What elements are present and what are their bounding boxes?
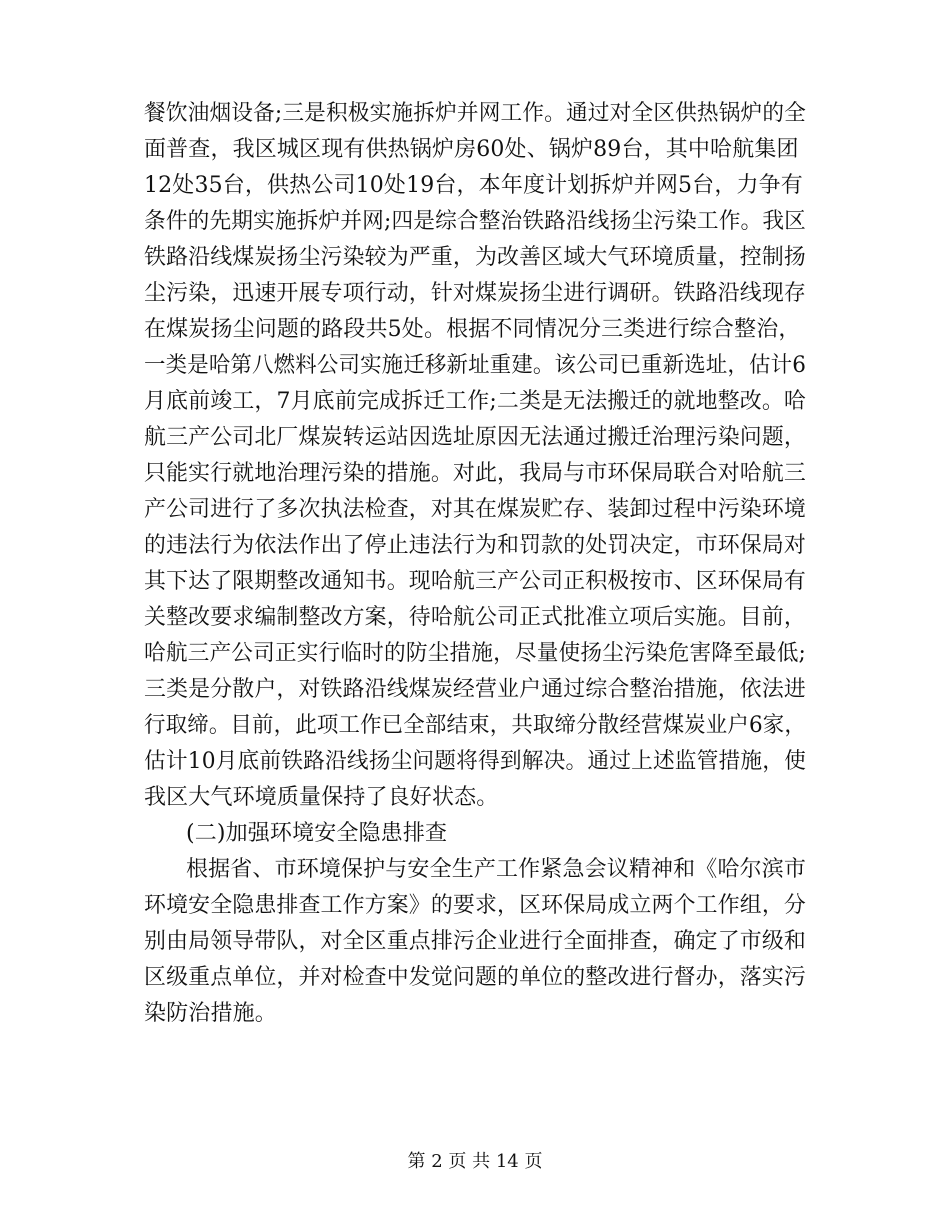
text-line: 12处35台，供热公司10处19台，本年度计划拆炉并网5台，力争有 (144, 173, 803, 198)
text-line: 关整改要求编制整改方案，待哈航公司正式批准立项后实施。目前， (144, 605, 806, 630)
text-line: 条件的先期实施拆炉并网;四是综合整治铁路沿线扬尘污染工作。我区 (144, 209, 806, 234)
text-line: 估计10月底前铁路沿线扬尘问题将得到解决。通过上述监管措施，使 (144, 749, 807, 774)
text-line: 哈航三产公司正实行临时的防尘措施，尽量使扬尘污染危害降至最低; (144, 641, 806, 666)
text-line: 只能实行就地治理污染的措施。对此，我局与市环保局联合对哈航三 (144, 461, 806, 486)
text-line: 根据省、市环境保护与安全生产工作紧急会议精神和《哈尔滨市 (186, 857, 807, 882)
text-line: 区级重点单位，并对检查中发觉问题的单位的整改进行督办，落实污 (144, 965, 806, 990)
text-line: 一类是哈第八燃料公司实施迁移新址重建。该公司已重新选址，估计6 (144, 353, 807, 378)
text-line: 别由局领导带队，对全区重点排污企业进行全面排查，确定了市级和 (144, 929, 806, 954)
text-line: 尘污染，迅速开展专项行动，针对煤炭扬尘进行调研。铁路沿线现存 (144, 281, 806, 306)
text-line: 铁路沿线煤炭扬尘污染较为严重，为改善区域大气环境质量，控制扬 (144, 245, 806, 270)
text-line: 面普查，我区城区现有供热锅炉房60处、锅炉89台，其中哈航集团 (144, 137, 799, 162)
text-line: 的违法行为依法作出了停止违法行为和罚款的处罚决定，市环保局对 (144, 533, 806, 558)
text-line: 行取缔。目前，此项工作已全部结束，共取缔分散经营煤炭业户6家， (144, 713, 807, 738)
text-line: 在煤炭扬尘问题的路段共5处。根据不同情况分三类进行综合整治， (144, 317, 801, 342)
text-line: 餐饮油烟设备;三是积极实施拆炉并网工作。通过对全区供热锅炉的全 (144, 101, 806, 126)
text-line: 染防治措施。 (144, 1001, 277, 1026)
text-line: 其下达了限期整改通知书。现哈航三产公司正积极按市、区环保局有 (144, 569, 806, 594)
text-line: 产公司进行了多次执法检查，对其在煤炭贮存、装卸过程中污染环境 (144, 497, 806, 522)
text-line: 三类是分散户，对铁路沿线煤炭经营业户通过综合整治措施，依法进 (144, 677, 806, 702)
text-line: 航三产公司北厂煤炭转运站因选址原因无法通过搬迁治理污染问题， (144, 425, 806, 450)
text-line: 我区大气环境质量保持了良好状态。 (144, 785, 499, 810)
text-line: 环境安全隐患排查工作方案》的要求，区环保局成立两个工作组，分 (144, 893, 806, 918)
text-line: 月底前竣工，7月底前完成拆迁工作;二类是无法搬迁的就地整改。哈 (144, 389, 807, 414)
section-heading: (二)加强环境安全隐患排查 (186, 821, 448, 846)
page-footer: 第 2 页 共 14 页 (407, 1151, 543, 1172)
